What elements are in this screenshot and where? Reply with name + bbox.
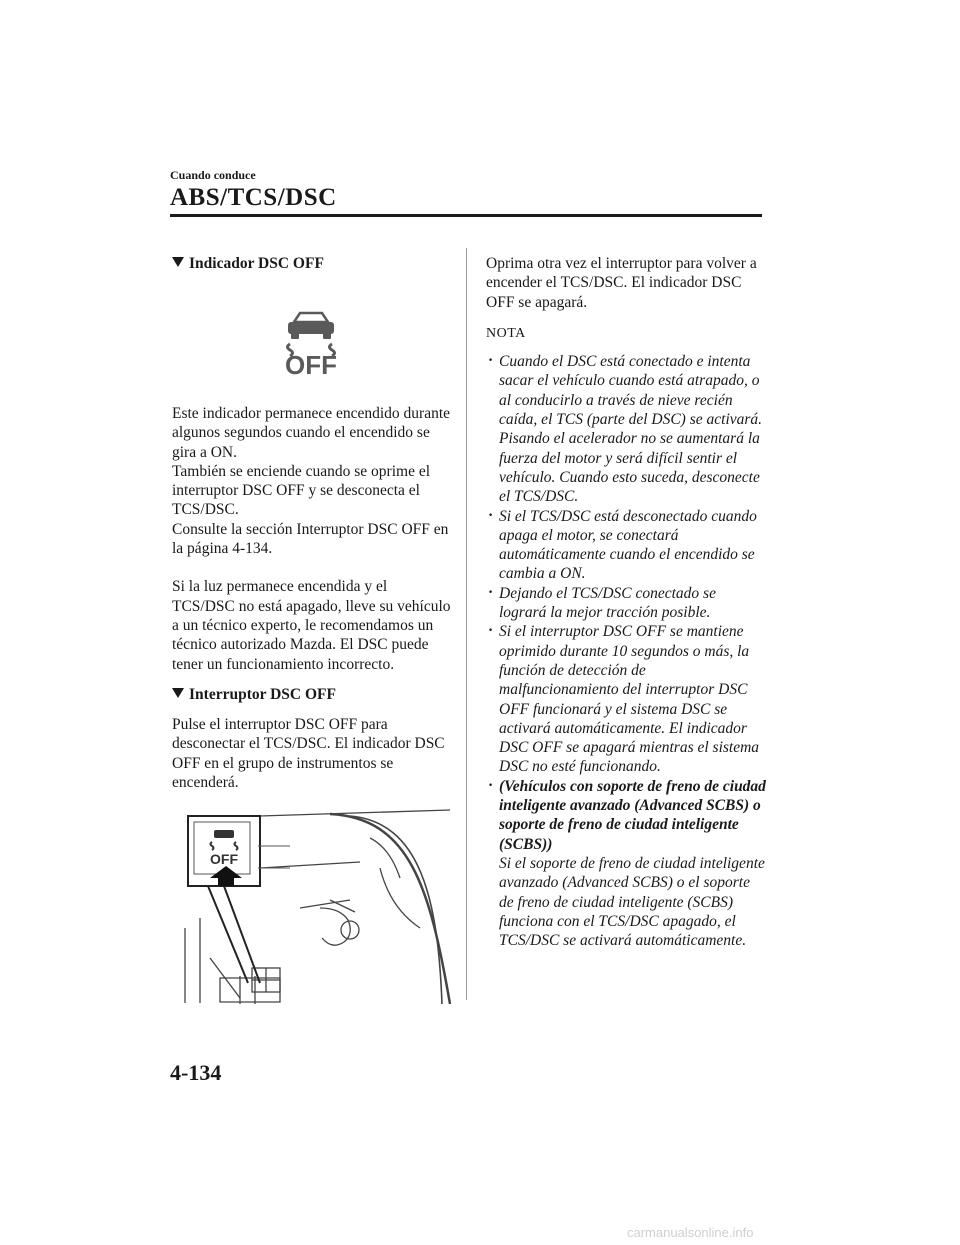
note-text: Si el soporte de freno de ciudad inteligente avanzado (Advanced SCBS) o el soporte de freno de ciudad inteligente (SCBS) funciona con el TCS/DSC apagado, el TCS/DSC se activará automáticamente.	[499, 854, 765, 950]
list-item: · Si el TCS/DSC está desconectado cuando apaga el motor, se conectará automáticamente cuando el encendido se cambia a ON.	[486, 507, 766, 584]
paragraph: Pulse el interruptor DSC OFF para desconectar el TCS/DSC. El indicador DSC OFF en el grupo de instrumentos se encenderá.	[172, 716, 445, 792]
dsc-off-indicator-icon	[272, 308, 350, 376]
paragraph: Consulte la sección Interruptor DSC OFF en la página 4-134.	[172, 520, 449, 558]
list-item	[486, 777, 766, 951]
list-item: · Si el interruptor DSC OFF se mantiene oprimido durante 10 segundos o más, la función de detección de malfuncionamiento del interruptor DSC OFF funcionará y el sistema DSC se activará automáticamente. El indicador DSC OFF se apagará mientras el sistema DSC no esté funcionando.	[486, 622, 766, 776]
dashboard-switch-illustration	[180, 808, 454, 1004]
list-item: · Dejando el TCS/DSC conectado se logrará la mejor tracción posible.	[486, 584, 766, 623]
triangle-bullet-icon	[172, 257, 184, 267]
page-number: 4-134	[170, 1060, 222, 1085]
column-divider	[466, 248, 467, 1000]
triangle-bullet-icon	[172, 688, 184, 698]
icon-off-label: OFF	[285, 350, 337, 376]
paragraph: También se enciende cuando se oprime el interruptor DSC OFF y se desconecta el TCS/DSC.	[172, 462, 431, 519]
note-bold-heading: (Vehículos con soporte de freno de ciudad inteligente avanzado (Advanced SCBS) o soporte de freno de ciudad inteligente (SCBS))	[499, 777, 766, 853]
heading-interruptor: Interruptor DSC OFF	[172, 685, 452, 704]
paragraph: Si la luz permanece encendida y el TCS/DSC no está apagado, lleve su vehículo a un técnico experto, le recomendamos un técnico autorizado Mazda. El DSC puede tener un funcionamiento incorrecto.	[172, 578, 451, 673]
nota-label: NOTA	[486, 325, 526, 341]
notes-list	[486, 352, 766, 950]
header-rule	[170, 214, 762, 217]
list-item: · Cuando el DSC está conectado e intenta sacar el vehículo cuando está atrapado, o al conducirlo a través de nieve recién caída, el TCS (parte del DSC) se activará. Pisando el acelerador no se aumentará la fuerza del motor y será difícil sentir el vehículo. Cuando esto suceda, desconecte el TCS/DSC.	[486, 352, 766, 506]
left-column-body	[172, 404, 452, 792]
left-column	[172, 254, 452, 273]
switch-off-label: OFF	[210, 851, 238, 867]
heading-indicador: Indicador DSC OFF	[172, 254, 452, 273]
right-column	[486, 254, 766, 950]
paragraph: Oprima otra vez el interruptor para volver a encender el TCS/DSC. El indicador DSC OFF se apagará.	[486, 255, 757, 311]
section-label: Cuando conduce	[170, 168, 256, 182]
paragraph: Este indicador permanece encendido durante algunos segundos cuando el encendido se gira a ON.	[172, 405, 451, 461]
section-title: ABS/TCS/DSC	[170, 184, 337, 211]
watermark: carmanualsonline.info	[627, 1225, 754, 1240]
